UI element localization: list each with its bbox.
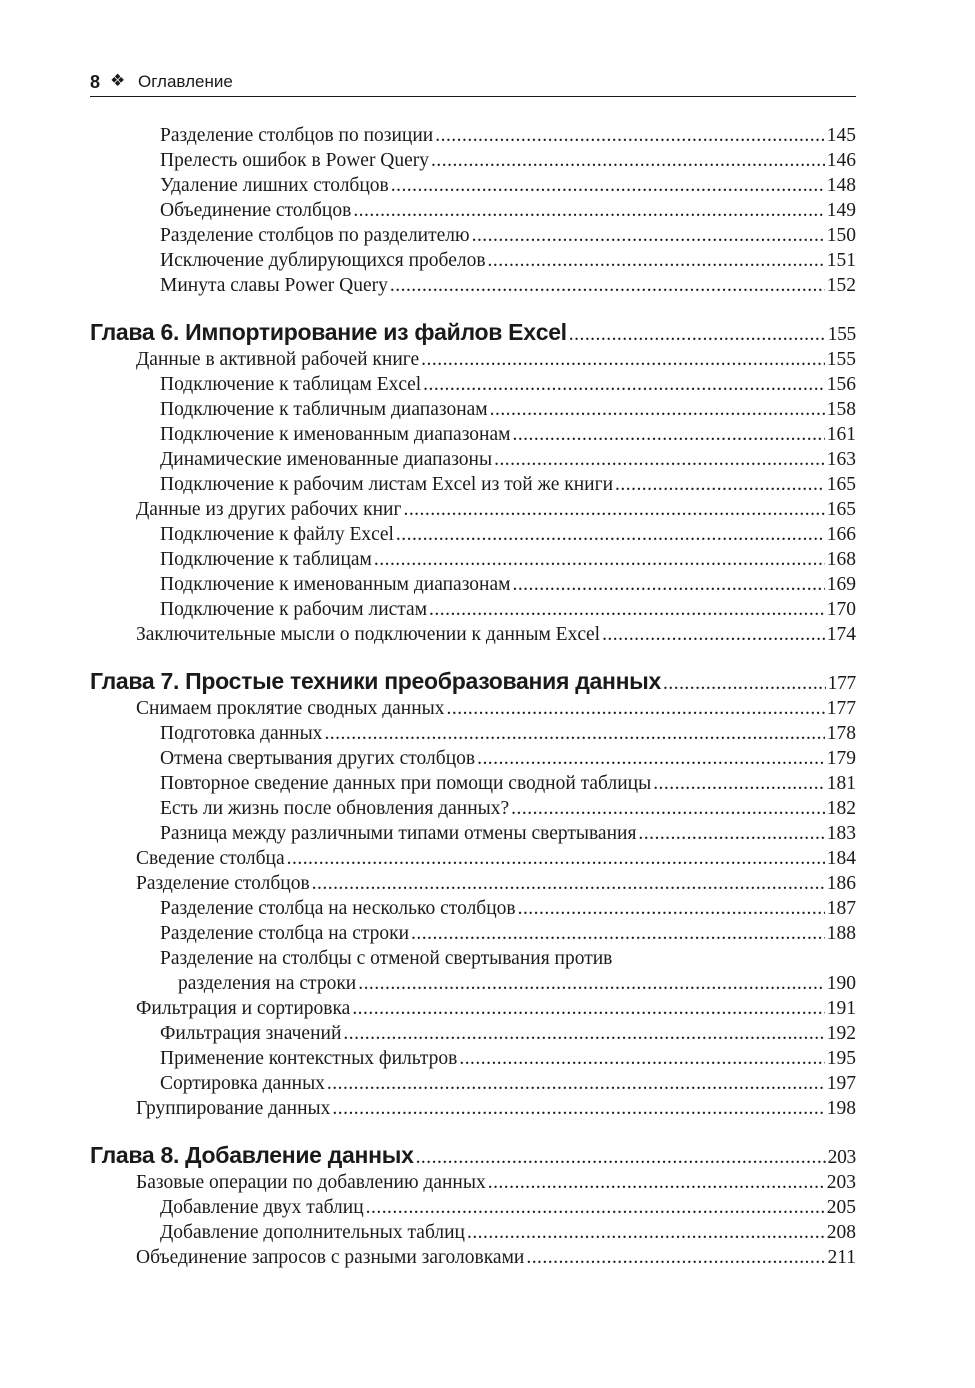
dot-leader — [396, 522, 825, 547]
toc-entry[interactable] — [90, 572, 856, 597]
chapter-title: Глава 7. Простые техники преобразования данных — [90, 668, 662, 694]
running-header — [90, 68, 856, 97]
dot-leader — [472, 223, 825, 248]
toc-entry-page: 183 — [826, 823, 856, 844]
toc-entry-title: Есть ли жизнь после обновления данных? — [160, 798, 510, 819]
toc-entry-page: 151 — [826, 250, 856, 271]
toc-entry[interactable] — [90, 746, 856, 771]
toc-entry[interactable] — [90, 248, 856, 273]
toc-entry[interactable] — [90, 796, 856, 821]
dot-leader — [435, 123, 825, 148]
toc-entry[interactable] — [90, 1046, 856, 1071]
dot-leader — [511, 796, 825, 821]
toc-entry[interactable] — [90, 148, 856, 173]
toc-entry-page: 192 — [826, 1023, 856, 1044]
toc-entry[interactable] — [90, 1170, 856, 1195]
dot-leader — [512, 572, 824, 597]
dot-leader — [512, 422, 824, 447]
toc-entry[interactable] — [90, 447, 856, 472]
toc-entry-title: Объединение столбцов — [160, 200, 352, 221]
section-title: Оглавление — [138, 72, 233, 91]
toc-entry-page: 179 — [826, 748, 856, 769]
dot-leader — [494, 447, 825, 472]
toc-entry[interactable] — [90, 273, 856, 298]
toc-entry[interactable] — [90, 1220, 856, 1245]
toc-entry-title: Разделение столбца на несколько столбцов — [160, 898, 516, 919]
toc-entry-title: Подключение к файлу Excel — [160, 524, 394, 545]
toc-entry[interactable] — [90, 996, 856, 1021]
toc-entry[interactable] — [90, 846, 856, 871]
dot-leader — [653, 771, 825, 796]
toc-entry-title: Объединение запросов с разными заголовками — [136, 1247, 525, 1268]
chapter-heading[interactable] — [90, 1138, 856, 1172]
dot-leader — [477, 746, 825, 771]
chapter-title: Глава 6. Импортирование из файлов Excel — [90, 319, 567, 345]
toc-entry-page: 188 — [826, 923, 856, 944]
toc-entry-title: Сортировка данных — [160, 1073, 325, 1094]
toc-entry[interactable] — [90, 472, 856, 497]
toc-entry[interactable] — [90, 123, 856, 148]
dot-leader — [391, 173, 825, 198]
toc-entry[interactable] — [90, 622, 856, 647]
toc-entry-page: 177 — [826, 698, 856, 719]
toc-entry-page: 148 — [826, 175, 856, 196]
toc-entry[interactable] — [90, 1195, 856, 1220]
dot-leader — [352, 996, 824, 1021]
dot-leader — [488, 1170, 825, 1195]
toc-entry[interactable] — [90, 497, 856, 522]
toc-entry-page: 178 — [826, 723, 856, 744]
toc-entry-page: 190 — [826, 973, 856, 994]
toc-entry-title: Прелесть ошибок в Power Query — [160, 150, 430, 171]
toc-entry-title: Удаление лишних столбцов — [160, 175, 389, 196]
toc-entry-page: 168 — [826, 549, 856, 570]
toc-entry-title: Данные из других рабочих книг — [136, 499, 402, 520]
dot-leader — [518, 896, 825, 921]
toc-entry-title: Подключение к таблицам Excel — [160, 374, 422, 395]
toc-entry-page: 146 — [826, 150, 856, 171]
toc-entry[interactable] — [90, 1096, 856, 1121]
dot-leader — [403, 497, 824, 522]
toc-entry-page: 208 — [826, 1222, 856, 1243]
toc-entry-title: Разделение столбцов — [136, 873, 310, 894]
toc-entry-title: Снимаем проклятие сводных данных — [136, 698, 445, 719]
toc-entry[interactable] — [90, 1245, 856, 1270]
toc-entry-title: Подключение к рабочим листам Excel из той же книги — [160, 474, 614, 495]
toc-entry-page: 152 — [826, 275, 856, 296]
toc-entry-title: Базовые операции по добавлению данных — [136, 1172, 486, 1193]
toc-entry-page: 205 — [826, 1197, 856, 1218]
dot-leader — [312, 871, 825, 896]
toc-entry[interactable] — [90, 971, 856, 996]
dot-leader — [447, 696, 825, 721]
toc-entry-title: Разница между различными типами отмены свертывания — [160, 823, 637, 844]
toc-entry-title: Фильтрация и сортировка — [136, 998, 351, 1019]
page-number: 8 — [90, 72, 101, 92]
toc-entry-title: Минута славы Power Query — [160, 275, 388, 296]
toc-entry-title: Повторное сведение данных при помощи сводной таблицы — [160, 773, 652, 794]
toc-entry[interactable] — [90, 821, 856, 846]
toc-entry-title: Разделение столбцов по разделителю — [160, 225, 470, 246]
toc-entry-page: 145 — [826, 125, 856, 146]
dot-leader — [343, 1021, 824, 1046]
toc-entry-title: Подготовка данных — [160, 723, 323, 744]
toc-entry-title: Подключение к именованным диапазонам — [160, 424, 511, 445]
toc-entry-title: Фильтрация значений — [160, 1023, 342, 1044]
dot-leader — [390, 273, 825, 298]
toc-entry[interactable] — [90, 597, 856, 622]
toc-entry-page: 161 — [826, 424, 856, 445]
toc-entry[interactable] — [90, 1021, 856, 1046]
toc-entry-title: Подключение к табличным диапазонам — [160, 399, 488, 420]
chapter-heading[interactable] — [90, 315, 856, 349]
toc-entry-page: 191 — [826, 998, 856, 1019]
toc-entry-page: 158 — [826, 399, 856, 420]
dot-leader — [366, 1195, 825, 1220]
toc-entry[interactable] — [90, 771, 856, 796]
dot-leader — [411, 921, 825, 946]
toc-entry-page: 150 — [826, 225, 856, 246]
toc-entry[interactable] — [90, 173, 856, 198]
toc-entry[interactable] — [90, 347, 856, 372]
toc-entry-title: Динамические именованные диапазоны — [160, 449, 493, 470]
dot-leader — [459, 1046, 824, 1071]
toc-entry-title: Применение контекстных фильтров — [160, 1048, 458, 1069]
chapter-heading[interactable] — [90, 664, 856, 698]
dot-leader — [526, 1245, 825, 1270]
dot-leader — [467, 1220, 825, 1245]
toc-entry-wrapped-line[interactable]: Разделение на столбцы с отменой свертывания против — [160, 948, 613, 969]
toc-entry-title: Разделение столбца на строки — [160, 923, 410, 944]
dot-leader — [488, 248, 825, 273]
toc-entry-title: Добавление дополнительных таблиц — [160, 1222, 465, 1243]
toc-entry-page: 166 — [826, 524, 856, 545]
toc-entry-title: Отмена свертывания других столбцов — [160, 748, 476, 769]
toc-entry-title: Подключение к таблицам — [160, 549, 372, 570]
toc-entry-page: 184 — [826, 848, 856, 869]
toc-entry-page: 169 — [826, 574, 856, 595]
chapter-page: 155 — [827, 324, 856, 345]
dot-leader — [421, 347, 825, 372]
dot-leader — [358, 971, 825, 996]
toc-entry-page: 156 — [826, 374, 856, 395]
toc-entry-page: 186 — [826, 873, 856, 894]
toc-entry-page: 155 — [826, 349, 856, 370]
ornament-icon: ❖ — [110, 71, 126, 91]
toc-entry-title: Добавление двух таблиц — [160, 1197, 364, 1218]
toc-entry-title: Разделение столбцов по позиции — [160, 125, 434, 146]
toc-entry[interactable] — [90, 696, 856, 721]
dot-leader — [490, 397, 825, 422]
dot-leader — [353, 198, 824, 223]
toc-entry[interactable] — [90, 422, 856, 447]
toc-entry-title: Сведение столбца — [136, 848, 285, 869]
dot-leader — [287, 846, 825, 871]
table-of-contents — [90, 123, 856, 1270]
toc-entry-page: 170 — [826, 599, 856, 620]
toc-entry-title: Заключительные мысли о подключении к данным Excel — [136, 624, 601, 645]
toc-entry-title: Подключение к рабочим листам — [160, 599, 428, 620]
dot-leader — [615, 472, 825, 497]
dot-leader — [602, 622, 825, 647]
toc-entry-page: 174 — [826, 624, 856, 645]
toc-entry[interactable] — [90, 372, 856, 397]
dot-leader — [327, 1071, 825, 1096]
toc-entry-page: 165 — [826, 499, 856, 520]
toc-entry-page: 197 — [826, 1073, 856, 1094]
toc-entry[interactable] — [90, 721, 856, 746]
chapter-page: 203 — [827, 1147, 856, 1168]
toc-entry-page: 182 — [826, 798, 856, 819]
toc-entry-title: Данные в активной рабочей книге — [136, 349, 420, 370]
toc-entry-page: 165 — [826, 474, 856, 495]
toc-entry-title: Группирование данных — [136, 1098, 331, 1119]
dot-leader — [638, 821, 824, 846]
toc-entry-page: 187 — [826, 898, 856, 919]
toc-entry[interactable] — [90, 397, 856, 422]
toc-entry-page: 198 — [826, 1098, 856, 1119]
toc-entry-title: Подключение к именованным диапазонам — [160, 574, 511, 595]
toc-entry-page: 195 — [826, 1048, 856, 1069]
toc-entry-page: 211 — [827, 1247, 856, 1268]
toc-entry[interactable] — [90, 223, 856, 248]
toc-entry-page: 203 — [826, 1172, 856, 1193]
toc-entry-page: 149 — [826, 200, 856, 221]
toc-entry[interactable] — [90, 896, 856, 921]
toc-entry[interactable] — [90, 198, 856, 223]
toc-entry[interactable] — [90, 522, 856, 547]
toc-entry[interactable] — [90, 547, 856, 572]
dot-leader — [423, 372, 825, 397]
dot-leader — [429, 597, 825, 622]
toc-entry[interactable] — [90, 1071, 856, 1096]
dot-leader — [324, 721, 824, 746]
toc-entry[interactable] — [90, 921, 856, 946]
chapter-page: 177 — [827, 673, 856, 694]
toc-entry[interactable] — [90, 871, 856, 896]
toc-entry-title: разделения на строки — [178, 973, 357, 994]
dot-leader — [374, 547, 825, 572]
chapter-title: Глава 8. Добавление данных — [90, 1142, 414, 1168]
toc-entry-title: Исключение дублирующихся пробелов — [160, 250, 486, 271]
dot-leader — [431, 148, 825, 173]
toc-entry-page: 163 — [826, 449, 856, 470]
dot-leader — [332, 1096, 824, 1121]
toc-entry-page: 181 — [826, 773, 856, 794]
